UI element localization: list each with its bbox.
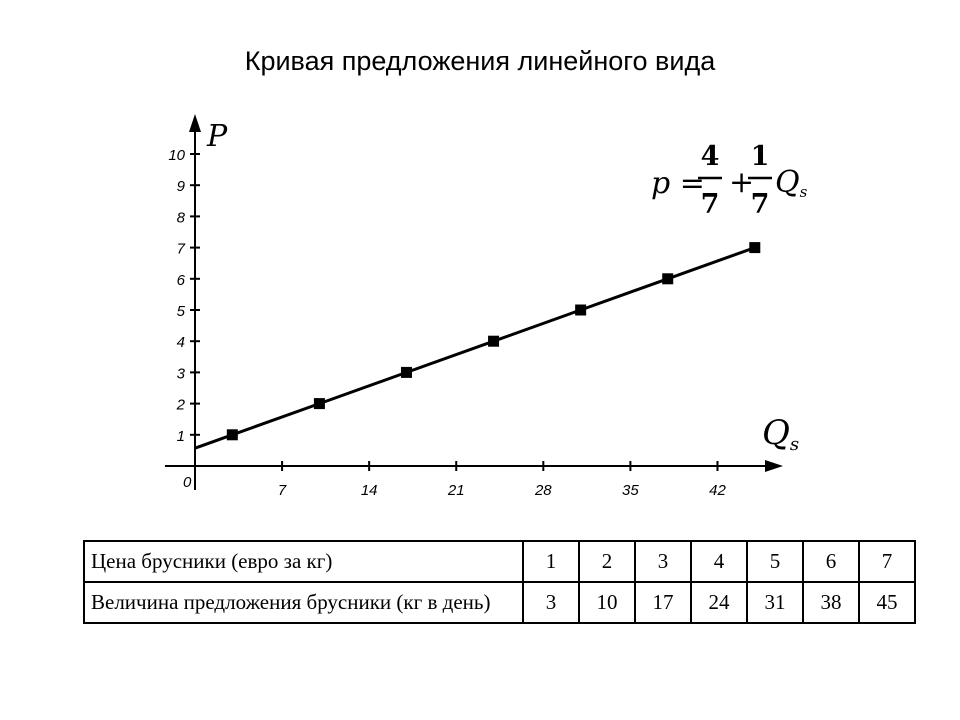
data-point — [575, 305, 586, 316]
x-tick-label: 7 — [277, 482, 287, 499]
table-cell: 2 — [579, 541, 635, 582]
table-cell: 3 — [523, 582, 579, 623]
data-point — [749, 242, 760, 253]
table-cell: 3 — [635, 541, 691, 582]
x-tick-label: 21 — [447, 482, 465, 499]
y-axis-arrow — [189, 114, 201, 132]
data-points — [227, 242, 760, 440]
table-cell: 7 — [859, 541, 915, 582]
y-tick-label: 9 — [176, 178, 185, 196]
table-cell: 5 — [747, 541, 803, 582]
x-axis-label — [762, 413, 799, 455]
table-cell: 1 — [523, 541, 579, 582]
formula-var — [775, 165, 808, 201]
table-row-label: Величина предложения брусники (кг в день) — [84, 582, 523, 623]
x-tick-label: 35 — [622, 482, 639, 499]
y-tick-label: 3 — [176, 365, 185, 383]
x-axis-label-sub: s — [789, 434, 800, 455]
table-cell: 17 — [635, 582, 691, 623]
data-point — [488, 336, 499, 347]
table-row-price — [84, 541, 915, 582]
y-tick-label: 7 — [176, 240, 185, 258]
supply-formula — [651, 141, 808, 220]
origin-label: 0 — [183, 474, 192, 491]
data-point — [401, 367, 412, 378]
slide-title: Кривая предложения линейного вида — [244, 46, 716, 76]
y-tick-label: 10 — [168, 147, 185, 164]
data-point — [227, 429, 238, 440]
y-tick-label: 2 — [176, 396, 185, 414]
formula-plus: + — [729, 165, 755, 200]
formula-den-2: 7 — [750, 189, 770, 220]
table-row-label: Цена брусники (евро за кг) — [84, 541, 523, 582]
table-cell: 31 — [747, 582, 803, 623]
table-cell: 10 — [579, 582, 635, 623]
y-tick-label: 8 — [176, 209, 185, 227]
table-cell: 4 — [691, 541, 747, 582]
x-axis-arrow — [765, 460, 783, 472]
formula-den-1: 7 — [700, 189, 720, 220]
table-cell: 38 — [803, 582, 859, 623]
table-cell: 6 — [803, 541, 859, 582]
y-tick-label: 4 — [176, 334, 185, 352]
table-row-quantity — [84, 582, 915, 623]
formula-var-main: Q — [775, 165, 800, 200]
table-cell: 24 — [691, 582, 747, 623]
table-cell: 45 — [859, 582, 915, 623]
data-table — [83, 540, 916, 624]
data-point — [662, 273, 673, 284]
formula-var-sub: s — [799, 183, 808, 201]
formula-num-1: 4 — [700, 141, 720, 172]
x-tick-label: 42 — [709, 482, 726, 499]
data-point — [314, 398, 325, 409]
y-tick-label: 1 — [176, 427, 185, 445]
x-tick-label: 14 — [360, 482, 378, 499]
formula-lhs: p = — [651, 166, 705, 201]
y-tick-label: 5 — [176, 303, 185, 320]
x-axis-label-main: Q — [762, 413, 790, 453]
y-tick-label: 6 — [176, 271, 185, 289]
x-tick-label: 28 — [534, 482, 552, 499]
formula-num-2: 1 — [750, 141, 770, 172]
y-axis-label: P — [207, 119, 228, 154]
